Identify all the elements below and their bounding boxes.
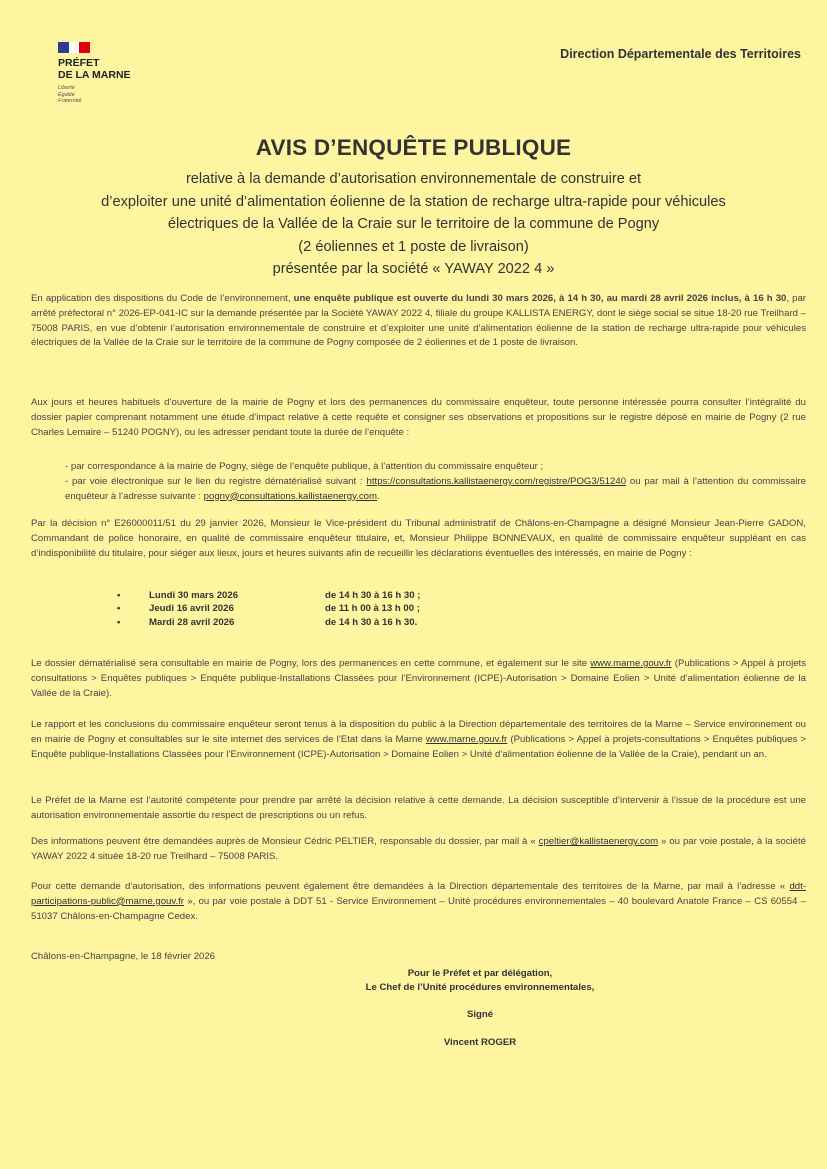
para6-text: Le Préfet de la Marne est l’autorité compétente pour prendre par arrêté la décision relative à cette demande. La décision susceptible d’intervenir à l’issue de la procédure est une autorisation environnementale assortie du respect de prescriptions ou un refus. [31, 795, 806, 821]
signature-line2: Le Chef de l’Unité procédures environnementales, [365, 981, 595, 993]
para8-text: », ou par voie postale à DDT 51 - Service Environnement – Unité procédures environnementales – 40 boulevard Anatole France – CS 60554 – 51037 Châlons-en-Champagne Cedex. [31, 895, 806, 922]
contact-email-link[interactable]: cpeltier@kallistaenergy.com [538, 836, 659, 847]
list-text: ou par mail à l’attention du commissaire enquêteur à l’adresse suivante : [65, 475, 806, 502]
bullet-icon: • [117, 616, 121, 628]
permanence-time: de 14 h 30 à 16 h 30. [325, 616, 418, 628]
enquiry-dates: une enquête publique est ouverte du lundi 30 mars 2026, à 14 h 30, au mardi 28 avril 2026 inclus, à 16 h 30 [293, 293, 787, 304]
paragraph-ddt [31, 880, 806, 924]
paragraph-report [31, 718, 806, 762]
page-title: AVIS D’ENQUÊTE PUBLIQUE [255, 135, 572, 160]
permanence-time: de 11 h 00 à 13 h 00 ; [325, 603, 420, 615]
para4-text: (Publications > Appel à projets consultations > Enquêtes publiques > Enquête publique-Installations Classées pour l’Environnement (ICPE)-Autorisation > Domaine Eolien > Unité d’alimentation éolienne de la Vallée de la Craie). [31, 658, 806, 699]
motto [58, 85, 168, 105]
paragraph-contact [31, 835, 806, 865]
marne-site-link[interactable]: www.marne.gouv.fr [425, 733, 508, 745]
permanence-time: de 14 h 30 à 16 h 30 ; [325, 590, 421, 601]
paragraph-opening [31, 292, 806, 351]
subtitle-line: (2 éoliennes et 1 poste de livraison) [298, 238, 529, 255]
subtitle-line: présentée par la société « YAWAY 2022 4 » [272, 261, 555, 277]
ddt-email-link[interactable]: ddt-participations-public@marne.gouv.fr [31, 881, 806, 907]
motto-line: Fraternité [58, 98, 82, 104]
para1-text: , par arrêté préfectoral n° 2026-EP-041-IC sur la demande présentée par la Société YAWAY 2022 4, filiale du groupe KALLISTA ENERGY, dont le siège social se situe 18-20 rue Treilhard – 75008 PARIS, en vue d’obtenir l’autorisation environnementale de construire et d’exploiter une unité d’alimentation éolienne de la station de recharge ultra-rapide pour véhicules électriques de la Vallée de la Craie sur le territoire de la commune de Pogny composée de 2 éoliennes et de 1 poste de livraison. [31, 293, 806, 349]
permanence-row [117, 602, 420, 615]
registry-email-link[interactable]: pogny@consultations.kallistaenergy.com [203, 490, 377, 502]
place-date: Châlons-en-Champagne, le 18 février 2026 [31, 951, 215, 962]
prefet-line2: DE LA MARNE [58, 69, 131, 81]
list-text: - par voie électronique sur le lien du registre dématérialisé suivant : [65, 475, 367, 487]
submission-list [31, 460, 806, 504]
french-flag-icon [58, 42, 90, 53]
prefet-logo [58, 42, 168, 105]
para5-text: (Publications > Appel à projets-consultations > Enquêtes publiques > Enquête publique-Installations Classées pour l’Environnement (ICPE)-Autorisation > Domaine Eolien > Unité d’alimentation éolienne de la Vallée de la Craie), pendant un an. [31, 733, 806, 760]
subtitle-line: électriques de la Vallée de la Craie sur le territoire de la commune de Pogny [167, 216, 660, 232]
para1-text: En application des dispositions du Code de l’environnement, [31, 293, 294, 304]
subtitle [40, 168, 787, 281]
signature-block [250, 967, 710, 1049]
prefet-line1: PRÉFET [58, 57, 100, 69]
para8-text: Pour cette demande d’autorisation, des informations peuvent également être demandées à la Direction départementale des territoires de la Marne, par mail à l’adresse « [31, 881, 790, 892]
registry-link[interactable]: https://consultations.kallistaenergy.com/registre/POG3/51240 [366, 475, 627, 487]
permanence-row [117, 616, 420, 629]
motto-line: Liberté [58, 85, 75, 91]
paragraph-authority [31, 794, 806, 824]
signature-line1: Pour le Préfet et par délégation, [407, 968, 553, 979]
bullet-icon: • [117, 603, 121, 615]
bullet-icon: • [117, 590, 121, 601]
para3-text: Par la décision n° E26000011/51 du 29 janvier 2026, Monsieur le Vice-président du Tribunal administratif de Châlons-en-Champagne a désigné Monsieur Jean-Pierre GADON, Commandant de police honoraire, en qualité de commissaire enquêteur titulaire, et, Monsieur Philippe BONNEVAUX, en qualité de commissaire enquêteur suppléant en cas d’indisponibilité du titulaire, pour siéger aux lieux, jours et heures suivants afin de recueillir les déclarations éventuelles des intéressés, en mairie de Pogny : [31, 518, 806, 559]
signature-signed: Signé [466, 1009, 494, 1020]
list-item-mail: - par correspondance à la mairie de Pogny, siège de l’enquête publique, à l’attention du commissaire enquêteur ; [65, 461, 544, 472]
paragraph-consultation [31, 396, 806, 440]
paragraph-dematerialized [31, 657, 806, 701]
para7-text: Des informations peuvent être demandées auprès de Monsieur Cédric PELTIER, responsable du dossier, par mail à « [31, 836, 539, 847]
subtitle-line: relative à la demande d’autorisation environnementale de construire et [185, 171, 642, 187]
permanence-date: Lundi 30 mars 2026 [149, 590, 239, 601]
paragraph-commissioner [31, 517, 806, 561]
para2-text: Aux jours et heures habituels d’ouverture de la mairie de Pogny et lors des permanences du commissaire enquêteur, toute personne intéressée pourra consulter l’intégralité du dossier papier comprenant notamment une étude d’impact relative à cette requête et consigner ses observations et propositions sur le registre déposé en mairie de Pogny (2 rue Charles Lemaire – 51240 POGNY), ou les adresser pendant toute la durée de l’enquête : [31, 397, 806, 438]
marne-site-link[interactable]: www.marne.gouv.fr [590, 658, 672, 669]
permanences-list [117, 589, 420, 629]
motto-line: Égalité [58, 91, 75, 98]
permanence-row [117, 589, 420, 602]
list-text: . [376, 490, 380, 502]
signatory-name: Vincent ROGER [443, 1036, 517, 1048]
para4-text: Le dossier dématérialisé sera consultable en mairie de Pogny, lors des permanences en cette commune, et également sur le site [31, 658, 591, 669]
subtitle-line: d’exploiter une unité d’alimentation éolienne de la station de recharge ultra-rapide pour véhicules [101, 193, 726, 210]
permanence-date: Jeudi 16 avril 2026 [149, 603, 234, 615]
para5-text: Le rapport et les conclusions du commissaire enquêteur seront tenus à la disposition du public à la Direction départementale des territoires de la Marne – Service environnement ou en mairie de Pogny et consultables sur le site internet des services de l’Etat dans la Marne [31, 719, 806, 745]
list-item-electronic [31, 475, 806, 505]
permanence-date: Mardi 28 avril 2026 [149, 616, 235, 628]
direction-name: Direction Départementale des Territoires [560, 47, 801, 61]
para7-text: » ou par voie postale, à la société YAWAY 2022 4 située 18-20 rue Treilhard – 75008 PARIS. [31, 836, 806, 862]
